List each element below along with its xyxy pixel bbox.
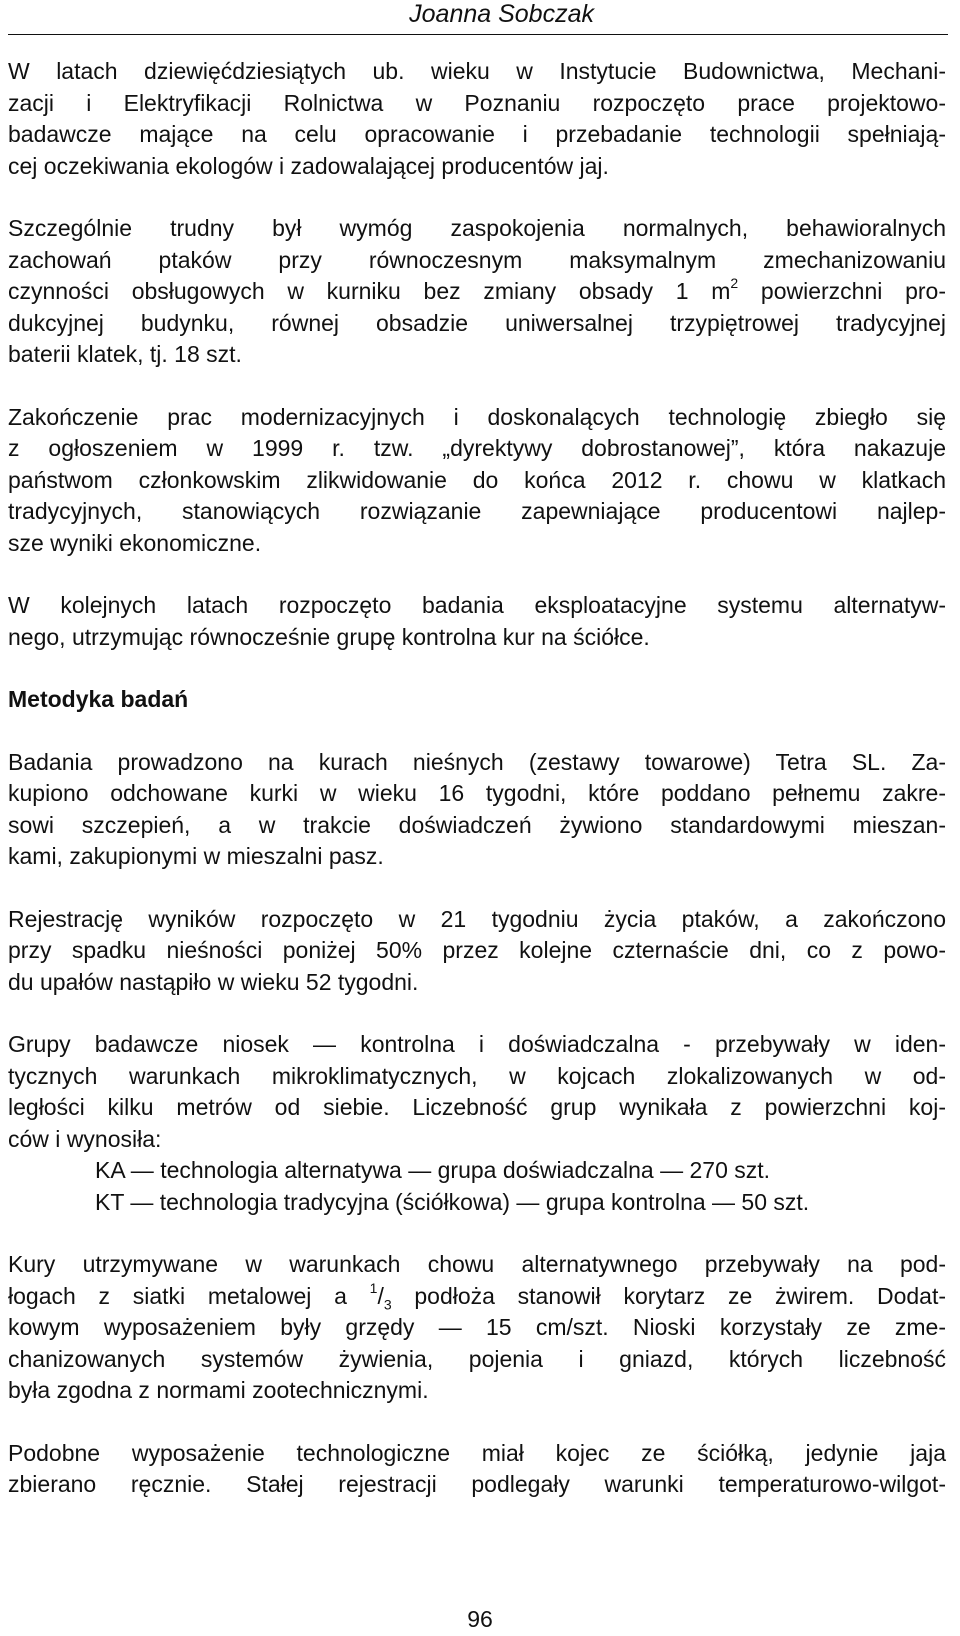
text-line: baterii klatek, tj. 18 szt.	[8, 341, 242, 367]
text-line: sze wyniki ekonomiczne.	[8, 529, 262, 556]
paragraph-4	[8, 590, 946, 653]
superscript: 2	[730, 275, 739, 292]
text-line: W kolejnych latach rozpoczęto badania eksploatacyjne systemu alternatyw-	[8, 592, 946, 618]
section-heading: Metodyka badań	[8, 686, 189, 712]
text-segment: powierzchni pro-	[738, 278, 946, 304]
text-line: du upałów nastąpiło w wieku 52 tygodni.	[8, 968, 419, 995]
fraction-numerator: 1	[369, 1279, 378, 1296]
text-line-with-fraction	[8, 1281, 946, 1313]
text-line: zbierano ręcznie. Stałej rejestracji podlegały warunki temperaturowo-wilgot-	[8, 1471, 946, 1497]
text-line: Grupy badawcze niosek — kontrolna i doświadczalna - przebywały w iden-	[8, 1031, 946, 1057]
text-line-with-superscript	[8, 276, 946, 308]
text-segment: łogach z siatki metalowej a	[8, 1282, 370, 1309]
paragraph-5	[8, 747, 946, 873]
text-line: z ogłoszeniem w 1999 r. tzw. „dyrektywy dobrostanowej”, która nakazuje	[8, 435, 946, 461]
running-header	[8, 0, 948, 35]
text-line: zachowań ptaków przy równoczesnym maksymalnym zmechanizowaniu	[8, 246, 946, 273]
text-line: kowym wyposażeniem były grzędy — 15 cm/szt. Nioski korzystały ze zme-	[8, 1314, 946, 1340]
text-segment: czynności obsługowych w kurniku bez zmiany obsady 1 m	[8, 278, 731, 304]
paragraph-8	[8, 1249, 946, 1407]
paragraph-1	[8, 56, 946, 182]
text-line: Badania prowadzono na kurach nieśnych (zestawy towarowe) Tetra SL. Za-	[8, 748, 946, 775]
text-segment: podłoża stanowił korytarz ze żwirem. Dodat-	[391, 1282, 946, 1309]
paragraph-6	[8, 904, 946, 999]
paragraph-7	[8, 1029, 946, 1218]
text-line: Podobne wyposażenie technologiczne miał kojec ze ściółką, jedynie jaja	[8, 1439, 946, 1466]
text-line: kami, zakupionymi w mieszalni pasz.	[8, 843, 384, 869]
text-line: ległości kilku metrów od siebie. Liczebność grup wynikała z powierzchni koj-	[8, 1094, 946, 1120]
text-line: Szczególnie trudny był wymóg zaspokojenia normalnych, behawioralnych	[8, 215, 946, 241]
text-line: przy spadku nieśności poniżej 50% przez kolejne czternaście dni, co z powo-	[8, 937, 946, 963]
text-line: chanizowanych systemów żywienia, pojenia i gniazd, których liczebność	[8, 1345, 946, 1372]
text-line: nego, utrzymując równocześnie grupę kontrolna kur na ściółce.	[8, 623, 650, 650]
paragraph-2	[8, 213, 946, 371]
page-number: 96	[467, 1606, 493, 1632]
fraction-slash: /	[377, 1282, 384, 1309]
paragraph-3	[8, 402, 946, 560]
fraction-denominator: 3	[383, 1296, 392, 1313]
text-line: zacji i Elektryfikacji Rolnictwa w Poznaniu rozpoczęto prace projektowo-	[8, 89, 946, 116]
text-line: tradycyjnych, stanowiących rozwiązanie zapewniające producentowi najlep-	[8, 498, 946, 524]
text-line: państwom członkowskim zlikwidowanie do końca 2012 r. chowu w klatkach	[8, 466, 946, 493]
text-line: dukcyjnej budynku, równej obsadzie uniwersalnej trzypiętrowej tradycyjnej	[8, 309, 946, 336]
text-line: W latach dziewięćdziesiątych ub. wieku w Instytucie Budownictwa, Mechani-	[8, 58, 946, 84]
text-line: była zgodna z normami zootechnicznymi.	[8, 1377, 429, 1403]
text-line: kupiono odchowane kurki w wieku 16 tygodni, które poddano pełnemu zakre-	[8, 780, 946, 806]
text-line: ców i wynosiła:	[8, 1125, 162, 1152]
list-item: KA — technologia alternatywa — grupa doświadczalna — 270 szt.	[95, 1157, 771, 1183]
text-line: Kury utrzymywane w warunkach chowu alternatywnego przebywały na pod-	[8, 1251, 946, 1277]
text-line: Zakończenie prac modernizacyjnych i doskonalących technologię zbiegło się	[8, 403, 946, 430]
paragraph-9	[8, 1438, 946, 1501]
text-line: sowi szczepień, a w trakcie doświadczeń żywiono standardowymi mieszan-	[8, 811, 946, 838]
text-line: tycznych warunkach mikroklimatycznych, w kojcach zlokalizowanych w od-	[8, 1062, 946, 1089]
text-line: Rejestrację wyników rozpoczęto w 21 tygodniu życia ptaków, a zakończono	[8, 905, 946, 932]
text-line: cej oczekiwania ekologów i zadowalającej producentów jaj.	[8, 152, 609, 179]
list-item: KT — technologia tradycyjna (ściółkowa) — grupa kontrolna — 50 szt.	[95, 1188, 810, 1215]
text-line: badawcze mające na celu opracowanie i przebadanie technologii spełniają-	[8, 121, 946, 147]
page-body	[8, 56, 946, 1532]
header-author: Joanna Sobczak	[409, 0, 594, 28]
